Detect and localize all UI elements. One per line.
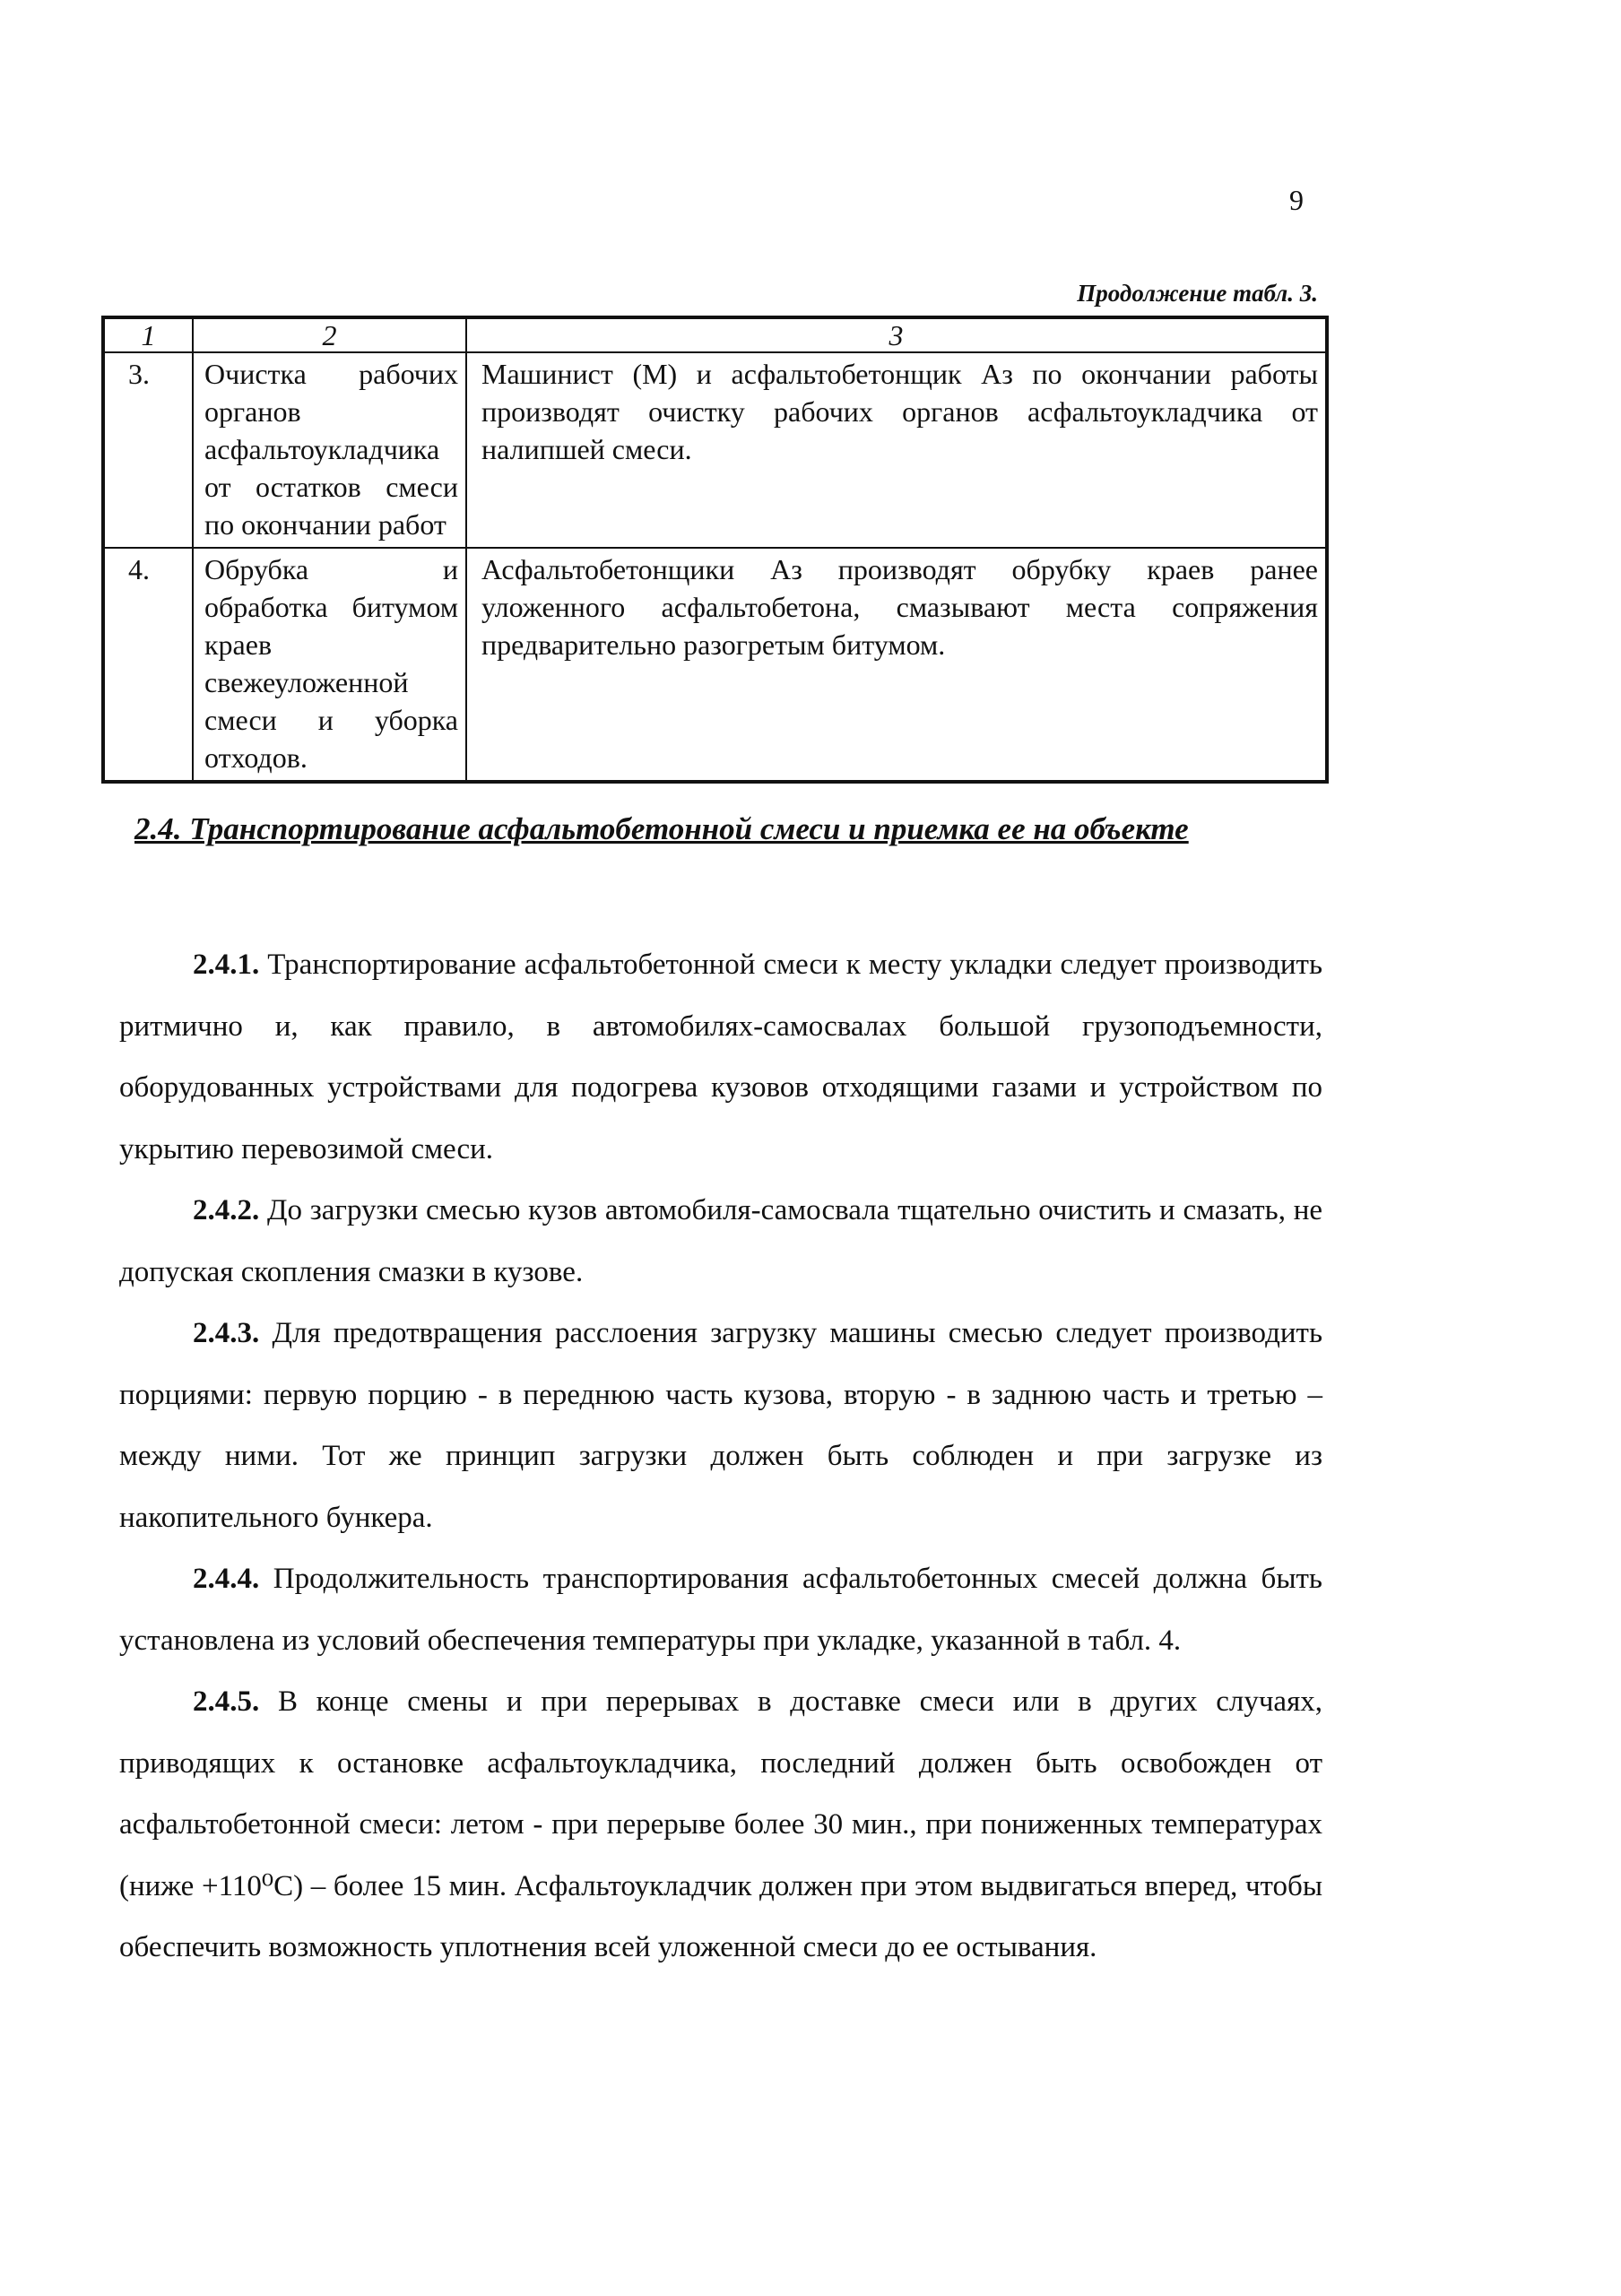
table-header-row — [103, 317, 1327, 352]
paragraph — [119, 1671, 1322, 1979]
table-row — [103, 548, 1327, 782]
operation-cell: Обрубка и обработка битумом краев свежеуложенной смеси и уборка отходов. — [193, 548, 466, 782]
table-caption: Продолжение табл. 3. — [1077, 280, 1318, 307]
row-number: 4. — [103, 548, 193, 782]
column-header-1: 1 — [103, 317, 193, 352]
paragraph — [119, 1180, 1322, 1303]
page-number: 9 — [1289, 184, 1304, 216]
paragraph-number: 2.4.5. — [193, 1685, 260, 1718]
row-number: 3. — [103, 352, 193, 548]
section-body — [119, 934, 1322, 1979]
description-cell: Асфальтобетонщики Аз производят обрубку краев ранее уложенного асфальтобетона, смазывают места сопряжения предварительно разогретым битумом. — [466, 548, 1327, 782]
continuation-table — [101, 316, 1329, 784]
paragraph-text: Продолжительность транспортирования асфальтобетонных смесей должна быть установлена из условий обеспечения температуры при укладке, указанной в табл. 4. — [119, 1563, 1322, 1657]
table-row — [103, 352, 1327, 548]
paragraph-number: 2.4.1. — [193, 949, 260, 981]
paragraph-text: До загрузки смесью кузов автомобиля-самосвала тщательно очистить и смазать, не допуская скопления смазки в кузове. — [119, 1194, 1322, 1288]
paragraph — [119, 1548, 1322, 1671]
description-cell: Машинист (М) и асфальтобетонщик Аз по окончании работы производят очистку рабочих органов асфальтоукладчика от налипшей смеси. — [466, 352, 1327, 548]
paragraph — [119, 934, 1322, 1180]
operation-cell: Очистка рабочих органов асфальтоукладчика от остатков смеси по окончании работ — [193, 352, 466, 548]
column-header-3: 3 — [466, 317, 1327, 352]
column-header-2: 2 — [193, 317, 466, 352]
paragraph-text: Для предотвращения расслоения загрузку машины смесью следует производить порциями: первую порцию - в переднюю часть кузова, вторую - в заднюю часть и третью – между ними. Тот же принцип загрузки должен быть соблюден и при загрузке из накопительного бункера. — [119, 1317, 1322, 1534]
paragraph-number: 2.4.4. — [193, 1563, 260, 1595]
paragraph-number: 2.4.2. — [193, 1194, 260, 1226]
paragraph — [119, 1303, 1322, 1548]
paragraph-text: В конце смены и при перерывах в доставке смеси или в других случаях, приводящих к остановке асфальтоукладчика, последний должен быть освобожден от асфальтобетонной смеси: летом - при перерыве более 30 мин., при пониженных температурах (ниже +110⁰С) – более 15 мин. Асфальтоукладчик должен при этом выдвигаться вперед, чтобы обеспечить возможность уплотнения всей уложенной смеси до ее остывания. — [119, 1685, 1322, 1963]
paragraph-number: 2.4.3. — [193, 1317, 260, 1349]
section-heading: 2.4. Транспортирование асфальтобетонной смеси и приемка ее на объекте — [134, 811, 1189, 846]
paragraph-text: Транспортирование асфальтобетонной смеси к месту укладки следует производить ритмично и, как правило, в автомобилях-самосвалах большой грузоподъемности, оборудованных устройствами для подогрева кузовов отходящими газами и устройством по укрытию перевозимой смеси. — [119, 949, 1322, 1165]
